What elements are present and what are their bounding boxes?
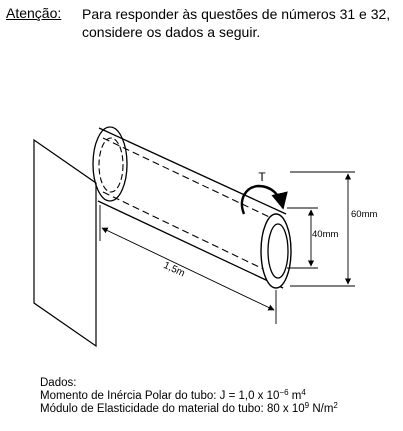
data-block — [40, 377, 338, 416]
dim-60-label: 60mm — [351, 209, 378, 220]
dim-length-label: 1,5m — [161, 260, 187, 280]
dim-length-line — [102, 228, 274, 310]
bore-bottom-dashed — [103, 192, 282, 278]
bore-top-dashed — [103, 138, 282, 223]
inertia-line: Momento de Inércia Polar do tubo: J = 1,0 x $10^{-6}$ $m^4$ — [40, 388, 306, 402]
torque-label: T — [258, 170, 266, 184]
fixed-wall — [34, 140, 96, 346]
data-title: Dados: — [40, 377, 77, 389]
wall-end-inner-dashed — [99, 138, 123, 192]
attention-label: Atenção: — [6, 5, 62, 21]
instruction-line-2: considere os dados a seguir. — [82, 24, 261, 40]
modulus-line: Módulo de Elasticidade do material do tubo: 80 x $10^9$ $N/m^2$ — [40, 401, 338, 415]
dim-40-label: 40mm — [312, 229, 339, 240]
tube-bottom-line — [98, 201, 283, 288]
instruction-line-1: Para responder às questões de números 31 e 32, — [82, 6, 391, 22]
